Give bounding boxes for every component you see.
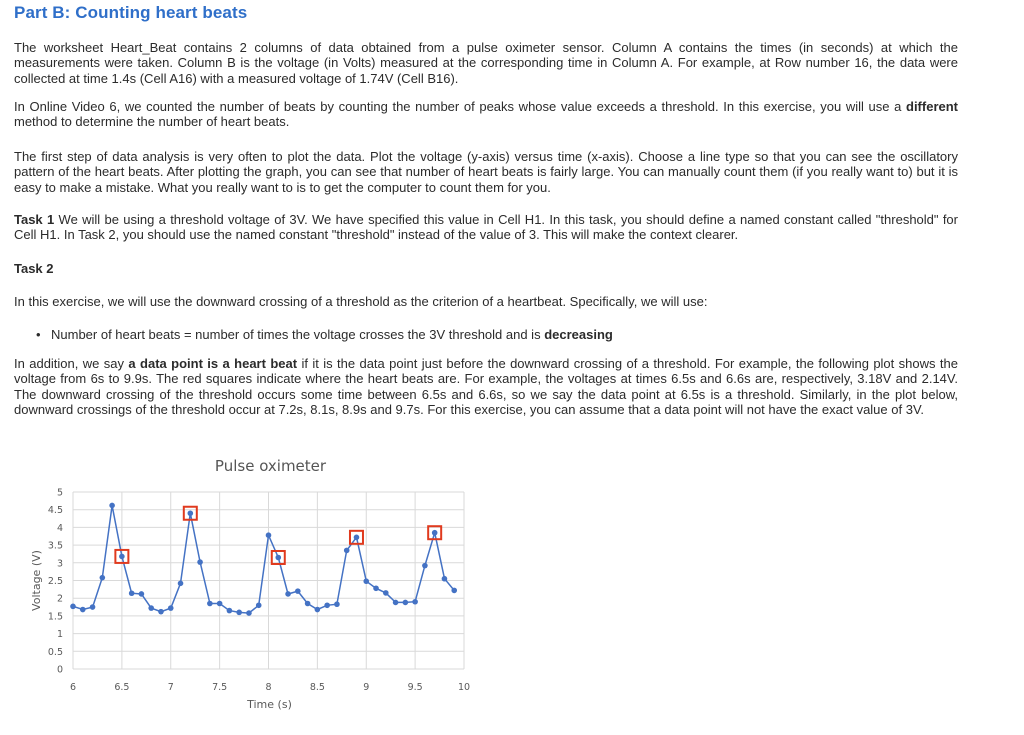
- y-tick-label: 3.5: [47, 540, 63, 552]
- data-point: [305, 601, 311, 607]
- p6-text-c: if it is the data point just before the downward crossing of a threshold. For example, the following plot shows the voltage from 6s to 9.9s. The red squares indicate where the heart beats are. For example, the voltages at times 6.5s and 6.6s are, respectively, 3.18V and 2.14V. The downward crossing of the threshold occurs some time between 6.5s and 6.6s, so we say the data point at 6.5s is a threshold. Similarly, in the plot below, downward crossings of the threshold occur at 7.2s, 8.1s, 8.9s and 9.7s. For this exercise, you can assume that a data point will not have the exact value of 3V.: [14, 356, 958, 418]
- y-tick-label: 2: [56, 593, 63, 605]
- data-point: [266, 532, 272, 538]
- data-point: [324, 602, 330, 608]
- data-point: [334, 601, 340, 607]
- y-tick-label: 2.5: [47, 576, 63, 587]
- chart-svg: [0, 440, 1024, 730]
- paragraph-criterion: In this exercise, we will use the downward crossing of a threshold as the criterion of a heartbeat. Specifically, we will use:: [14, 294, 708, 309]
- x-tick-label: 8.5: [309, 682, 325, 693]
- bullet-text: Number of heart beats = number of times the voltage crosses the 3V threshold and is: [51, 327, 545, 342]
- x-tick-label: 7: [167, 682, 174, 693]
- x-tick-label: 9: [363, 682, 370, 693]
- pulse-oximeter-chart: [0, 440, 1024, 730]
- y-tick-label: 5: [56, 487, 63, 499]
- y-tick-label: 4.5: [47, 505, 63, 517]
- data-point: [354, 535, 360, 541]
- data-point: [188, 510, 194, 516]
- data-point: [393, 600, 399, 606]
- bullet-dot-icon: •: [36, 327, 41, 342]
- y-tick-label: 4: [56, 522, 63, 534]
- task-2-heading-label: Task 2: [14, 261, 54, 276]
- x-tick-label: 10: [457, 682, 471, 693]
- y-tick-label: 3: [56, 558, 63, 570]
- x-tick-label: 8: [265, 682, 272, 693]
- data-point: [148, 605, 154, 611]
- task-1-text: We will be using a threshold voltage of 3V. We have specified this value in Cell H1. In this task, you should define a named constant called "threshold" for Cell H1. In Task 2, you should use the named constant "threshold" instead of the value of 3. This will make the context clearer.: [14, 212, 958, 243]
- paragraph-data-description: The worksheet Heart_Beat contains 2 columns of data obtained from a pulse oximeter sensor. Column A contains the times (in seconds) at which the measurements were taken. Column B is the voltage (in Volts) measured at the corresponding time in Column A. For example, at Row number 16, the data were collected at time 1.4s (Cell A16) with a measured voltage of 1.74V (Cell B16).: [14, 40, 958, 86]
- data-point: [285, 591, 291, 597]
- y-tick-label: 1.5: [47, 611, 63, 623]
- data-point: [70, 604, 76, 610]
- task-2-heading: [14, 261, 958, 276]
- data-point: [168, 605, 174, 611]
- y-axis-label: Voltage (V): [30, 550, 43, 611]
- data-point: [383, 590, 389, 596]
- bullet-emphasis: decreasing: [544, 327, 613, 342]
- data-point: [373, 585, 379, 591]
- data-point: [139, 591, 145, 597]
- y-tick-label: 1: [56, 629, 63, 641]
- paragraph-plot-instructions: The first step of data analysis is very often to plot the data. Plot the voltage (y-axis) versus time (x-axis). Choose a line type so that you can see the oscillatory pattern of the heart beats. After plotting the graph, you can see that number of heart beats is fairly large. You can manually count them (if you really want to) but it is easy to make a mistake. What you really want to is to get the computer to count them for you.: [14, 149, 958, 195]
- data-point: [246, 610, 252, 616]
- x-tick-label: 7.5: [212, 682, 228, 693]
- p6-text-a: In addition, we say: [14, 356, 129, 371]
- data-point: [227, 608, 233, 614]
- data-point: [236, 610, 242, 616]
- p6-emphasis: a data point is a heart beat: [128, 356, 298, 371]
- paragraph-method-text-c: method to determine the number of heart beats.: [14, 114, 290, 130]
- chart-title: Pulse oximeter: [214, 457, 327, 475]
- data-point: [295, 588, 301, 594]
- data-point: [412, 599, 418, 605]
- data-point: [217, 601, 223, 607]
- data-point: [256, 602, 262, 608]
- data-point: [451, 588, 457, 594]
- data-point: [178, 581, 184, 587]
- paragraph-method-emphasis: different: [906, 99, 958, 114]
- series-line: [73, 506, 454, 614]
- data-point: [207, 601, 213, 607]
- paragraph-task-1: [14, 212, 958, 243]
- data-point: [275, 555, 281, 561]
- paragraph-method-text-a: In Online Video 6, we counted the number of beats by counting the number of peaks whose value exceeds a threshold. In this exercise, you will use a: [14, 99, 906, 114]
- data-point: [119, 554, 125, 560]
- y-tick-label: 0: [56, 664, 63, 676]
- page-title: Part B: Counting heart beats: [14, 3, 248, 22]
- x-tick-label: 6: [69, 682, 77, 693]
- x-tick-label: 6.5: [114, 682, 130, 693]
- data-point: [100, 575, 106, 581]
- task-1-heading: Task 1: [14, 212, 55, 227]
- data-point: [315, 607, 321, 613]
- y-tick-label: 0.5: [47, 646, 63, 658]
- data-point: [442, 576, 448, 582]
- x-tick-label: 9.5: [407, 682, 423, 693]
- data-point: [403, 600, 409, 606]
- x-axis-label: Time (s): [247, 698, 292, 711]
- data-point: [109, 503, 115, 509]
- bullet-item: [36, 327, 936, 342]
- data-point: [129, 590, 135, 596]
- data-point: [158, 609, 164, 615]
- data-point: [363, 578, 369, 584]
- paragraph-heartbeat-definition: [14, 356, 958, 418]
- data-point: [422, 563, 428, 569]
- data-point: [432, 530, 438, 536]
- data-point: [80, 607, 86, 613]
- data-point: [90, 604, 96, 610]
- data-point: [344, 548, 350, 554]
- paragraph-method: [14, 99, 958, 130]
- data-point: [197, 559, 203, 565]
